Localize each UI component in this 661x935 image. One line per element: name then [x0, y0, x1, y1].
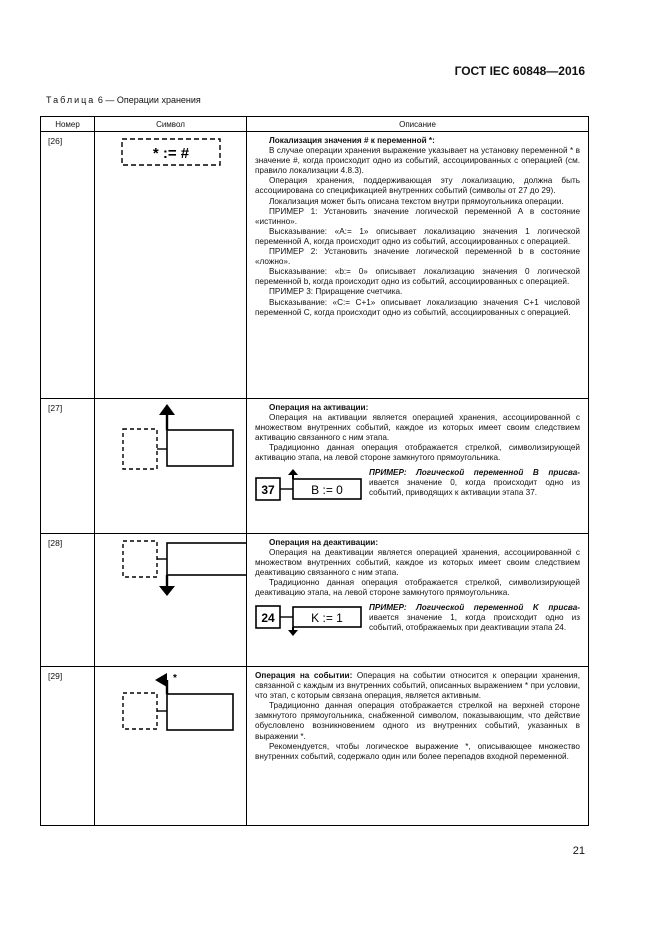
row-number: [28]: [41, 534, 95, 667]
localisation-symbol: [95, 132, 247, 172]
symbol-expression: * := #: [152, 145, 190, 162]
description-paragraph: Локализация может быть описана текстом внутри прямоугольника операции.: [269, 196, 564, 206]
column-header-number: Номер: [41, 117, 95, 132]
dashed-step-box: [123, 541, 157, 577]
description-paragraph: В случае операции хранения выражение указывает на установку переменной * в значение #, когда происходит одно из событий, ассоциированных с операцией (см. правило локализации 4.8.3).: [255, 146, 580, 176]
description-paragraph: ПРИМЕР 2: Установить значение логической переменной b в состояние «ложно».: [255, 247, 580, 267]
example-action-text: B := 0: [311, 482, 343, 497]
event-asterisk: *: [173, 673, 177, 684]
column-header-symbol: Символ: [95, 117, 247, 132]
example-step-number: 24: [261, 610, 275, 625]
table-caption: [46, 95, 201, 105]
deactivation-symbol: [95, 534, 247, 604]
description-cell: [247, 132, 589, 399]
symbol-cell: [95, 667, 247, 826]
dashed-step-box: [123, 429, 157, 469]
action-rectangle: [167, 543, 247, 575]
description-paragraph: Традиционно данная операция отображается стрелкой, символизирующей деактивацию этапа, на левой стороне замкнутого прямоугольника.: [255, 578, 580, 598]
caption-label: Таблица: [46, 95, 96, 105]
description-paragraph: Высказывание: «b:= 0» описывает локализацию значения 0 логической переменной b, когда происходит одно из событий, ассоциированных с операцией.: [255, 267, 580, 287]
example-block: [255, 468, 580, 504]
symbol-cell: [95, 132, 247, 399]
example-lead: ПРИМЕР: Логической переменной K присва-: [369, 602, 580, 612]
description-paragraph: Традиционно данная операция отображается стрелкой, символизирующей активацию этапа, на левой стороне замкнутого прямоугольника.: [255, 443, 580, 463]
caption-title: — Операции хранения: [105, 95, 201, 105]
arrow-up-icon: [288, 469, 298, 475]
description-paragraph: Операция на активации является операцией хранения, ассоциированной с множеством внутренних событий, каждое из которых имеет своим следствием активацию связанного с ним этапа.: [255, 413, 580, 443]
table-row: [41, 399, 589, 534]
row-number: [29]: [41, 667, 95, 826]
description-title: Операция на активации:: [269, 403, 369, 412]
document-header: ГОСТ IEC 60848—2016: [454, 64, 585, 78]
arrow-down-icon: [159, 586, 175, 596]
example-figure: [255, 603, 363, 637]
table-row: [41, 667, 589, 826]
example-body: ивается значение 1, когда происходит одно из событий, отображаемых при деактивации этапа 24.: [369, 612, 580, 632]
description-paragraph: ПРИМЕР 3: Приращение счетчика.: [269, 287, 403, 297]
description-cell: [247, 399, 589, 534]
description-paragraph: ПРИМЕР 1: Установить значение логической переменной А в состояние «истинно».: [255, 206, 580, 226]
example-step-number: 37: [261, 482, 275, 497]
page-number: 21: [572, 845, 585, 857]
symbol-cell: [95, 534, 247, 667]
description-lead-text: Операция на событии относится к операции хранения, связанной с каждым из внутренних событий, описанных выражением * при условии, что этап, с которым связана операция, является активным.: [255, 671, 580, 701]
description-paragraph: Операция на деактивации является операцией хранения, ассоциированной с множеством внутренних событий, каждое из которых имеет своим следствием деактивацию связанного с ним этапа.: [255, 548, 580, 578]
example-body: ивается значение 0, когда происходит одно из событий, приводящих к активации этапа 37.: [369, 477, 580, 497]
table-header-row: [41, 117, 589, 132]
activation-symbol: [95, 399, 247, 489]
arrow-up-icon: [159, 404, 175, 415]
event-operation-symbol: [95, 667, 247, 747]
description-title: Операция на событии:: [255, 671, 353, 680]
row-number: [26]: [41, 132, 95, 399]
description-title: Локализация значения # к переменной *:: [269, 136, 435, 145]
description-paragraph: Операция хранения, поддерживающая эту локализацию, должна быть ассоциирована со спецификацией внутренних событий (символы от 27 до 29).: [255, 176, 580, 196]
arrow-down-icon: [288, 630, 298, 636]
example-action-text: K := 1: [311, 610, 343, 625]
example-block: [255, 603, 580, 637]
symbol-cell: [95, 399, 247, 534]
description-paragraph: Высказывание: «C:= C+1» описывает локализацию значения C+1 числовой переменной C, когда происходит одно из событий, ассоциированных с операцией.: [255, 297, 580, 317]
description-paragraph: Высказывание: «А:= 1» описывает локализацию значения 1 логической переменной А, когда происходит одно из событий, ассоциированных с операцией.: [255, 226, 580, 246]
table-row: [41, 132, 589, 399]
action-rectangle: [167, 430, 233, 466]
arrow-left-icon: [155, 673, 167, 687]
action-rectangle: [167, 694, 233, 730]
example-lead: ПРИМЕР: Логической переменной B присва-: [369, 467, 580, 477]
table-row: [41, 534, 589, 667]
description-cell: [247, 534, 589, 667]
description-paragraph: Рекомендуется, чтобы логическое выражение *, описывающее множество внутренних событий, содержало один или более перепадов входной переменной.: [255, 741, 580, 761]
description-paragraph: Традиционно данная операция отображается стрелкой на верхней стороне замкнутого прямоугольника, снабженной символом, показывающим, что действие обусловлено возникновением одного из внутренних событий, указанных в выражении *.: [255, 701, 580, 741]
description-cell: [247, 667, 589, 826]
dashed-step-box: [123, 693, 157, 729]
description-title: Операция на деактивации:: [269, 538, 379, 547]
storage-operations-table: [40, 116, 589, 826]
description-paragraph: [255, 671, 580, 701]
row-number: [27]: [41, 399, 95, 534]
example-figure: [255, 468, 363, 504]
column-header-description: Описание: [247, 117, 589, 132]
caption-number: 6: [97, 95, 103, 105]
